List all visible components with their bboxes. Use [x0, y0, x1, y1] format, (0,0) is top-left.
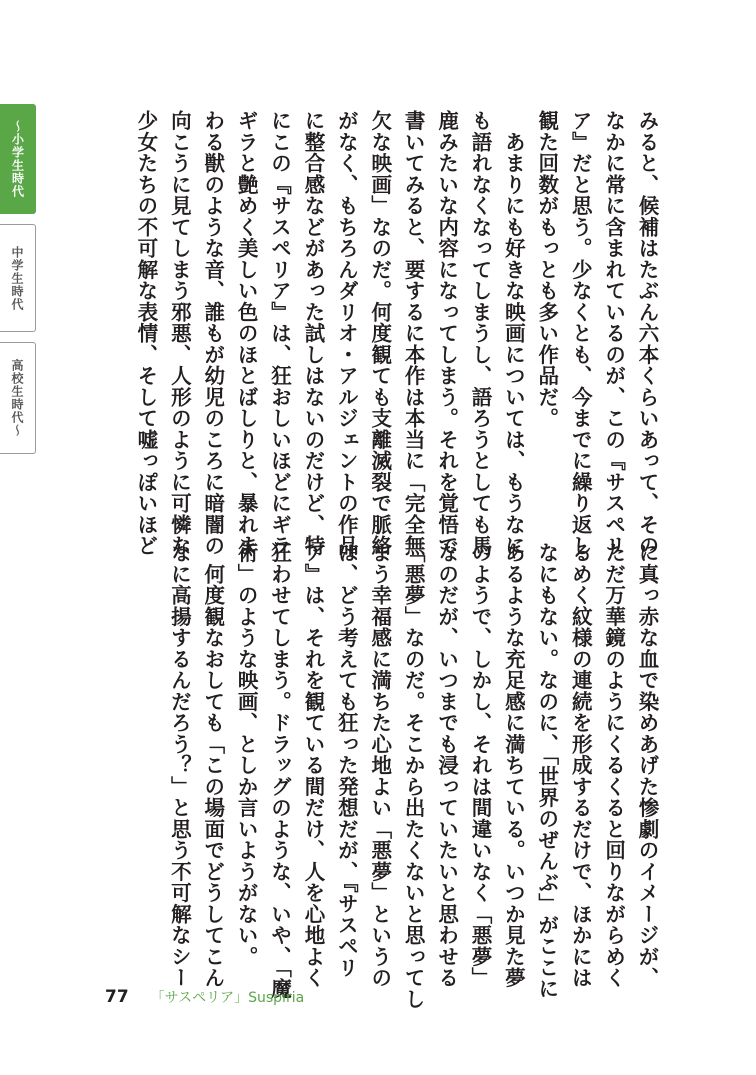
- body-text-top: [103, 110, 663, 557]
- side-tab-elementary[interactable]: 〜小学生時代: [0, 104, 36, 214]
- text-line: まう幸福感に満ちた心地よい「悪夢」というの: [367, 542, 392, 989]
- text-line: 書いてみると、要するに本作は本当に「完全無: [401, 110, 426, 557]
- text-line: 観た回数がもっとも多い作品だ。: [534, 110, 559, 429]
- text-line: あまりにも好きな映画については、もうなに: [501, 110, 526, 557]
- text-line: 欠な映画」なのだ。何度観ても支離滅裂で脈絡: [367, 110, 392, 557]
- text-line: のようで、しかし、それは間違いなく「悪夢」: [467, 542, 492, 989]
- side-tab-middle-school[interactable]: 中学生時代: [0, 224, 36, 332]
- text-line: 少女たちの不可解な表情、そして嘘っぽいほど: [133, 110, 158, 557]
- text-line: わる獣のような音、誰もが幼児のころに暗闇の: [200, 110, 225, 557]
- text-line: るめく紋様の連続を形成するだけで、ほかには: [568, 542, 593, 989]
- text-line: 術」のような映画、としか言いようがない。: [234, 542, 259, 967]
- text-line: ギラと艶めく美しい色のほとばしりと、暴れま: [234, 110, 259, 557]
- text-line: 狂わせてしまう。ドラッグのような、いや、「魔: [267, 542, 292, 1000]
- text-line: なかに常に含まれているのが、この『サスペリ: [601, 110, 626, 557]
- text-line: にこの『サスペリア』は、狂おしいほどにギラ: [267, 110, 292, 557]
- text-line: 向こうに見てしまう邪悪、人形のように可憐な: [167, 110, 192, 557]
- text-line: に整合感などがあった試しはないのだけど、特: [300, 110, 325, 557]
- text-line: に真っ赤な血で染めあげた惨劇のイメージが、: [635, 542, 659, 989]
- text-line: ただ万華鏡のようにくるくると回りながらめく: [601, 542, 626, 989]
- text-line: がなく、もちろんダリオ・アルジェントの作品: [334, 110, 359, 557]
- text-line: も語れなくなってしまうし、語ろうとしても馬: [467, 110, 492, 557]
- text-line: ア』だと思う。少なくとも、今までに繰り返し: [568, 110, 593, 557]
- running-title: 「サスペリア」Suspiria: [150, 990, 305, 1006]
- text-line: は、どう考えても狂った発想だが、『サスペリ: [334, 542, 359, 978]
- text-line: なのだが、いつまでも浸っていたいと思わせる: [434, 542, 459, 989]
- text-line: みると、候補はたぶん六本くらいあって、その: [635, 110, 659, 557]
- text-line: 「悪夢」なのだ。そこから出たくないと思ってし: [401, 542, 426, 1010]
- page-footer: [105, 987, 304, 1011]
- text-line: あるような充足感に満ちている。いつか見た夢: [501, 542, 526, 989]
- text-line: 何度観なおしても「この場面でどうしてこん: [200, 542, 225, 989]
- text-line: なにもない。なのに、「世界のぜんぶ」がここに: [534, 542, 559, 1000]
- text-line: なに高揚するんだろう？」と思う不可解なシー: [167, 542, 192, 989]
- text-line: 鹿みたいな内容になってしまう。それを覚悟で: [434, 110, 459, 557]
- text-line: ア』は、それを観ている間だけ、人を心地よく: [300, 542, 325, 989]
- page-number: 77: [105, 987, 129, 1007]
- side-tab-high-school[interactable]: 高校生時代〜: [0, 342, 36, 454]
